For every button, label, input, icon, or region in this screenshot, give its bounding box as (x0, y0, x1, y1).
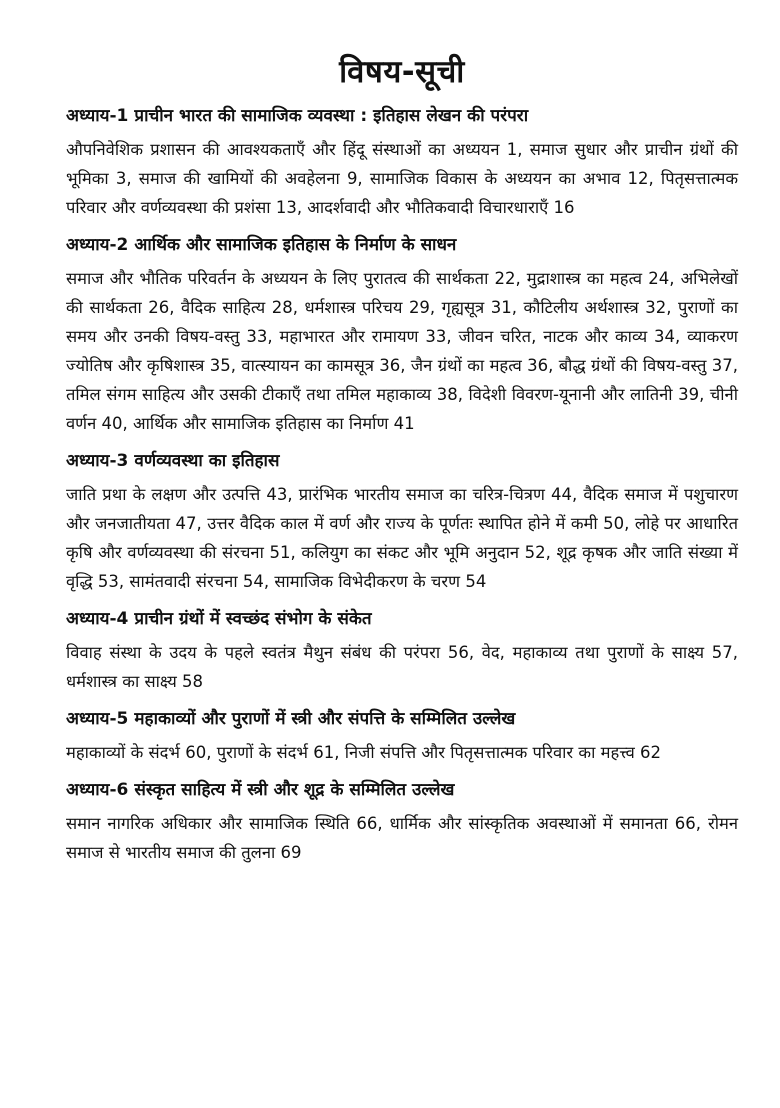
chapter-contents: महाकाव्यों के संदर्भ 60, पुराणों के संदर्भ 61, निजी संपत्ति और पितृसत्तात्मक परिवार का महत्त्व 62 (66, 743, 661, 762)
chapter-1 (66, 102, 738, 222)
chapter-number: अध्याय-3 (66, 451, 129, 471)
table-of-contents-page (66, 50, 738, 876)
chapter-contents: विवाह संस्था के उदय के पहले स्वतंत्र मैथुन संबंध की परंपरा 56, वेद, महाकाव्य तथा पुराणों के साक्ष्य 57, धर्मशास्त्र का साक्ष्य 58 (66, 643, 738, 691)
chapter-2 (66, 231, 738, 438)
chapter-title: महाकाव्यों और पुराणों में स्त्री और संपत्ति के सम्मिलित उल्लेख (134, 709, 516, 729)
chapter-heading (66, 447, 738, 475)
chapter-title: प्राचीन भारत की सामाजिक व्यवस्था : इतिहास लेखन की परंपरा (134, 106, 529, 126)
chapter-number: अध्याय-6 (66, 780, 129, 800)
chapter-heading (66, 705, 738, 733)
chapter-number: अध्याय-1 (66, 106, 129, 126)
chapter-5 (66, 705, 738, 767)
chapter-heading (66, 776, 738, 804)
chapter-contents: समाज और भौतिक परिवर्तन के अध्ययन के लिए पुरातत्व की सार्थकता 22, मुद्राशास्त्र का महत्व 24, अभिलेखों की सार्थकता 26, वैदिक साहित्य 28, धर्मशास्त्र परिचय 29, गृह्यसूत्र 31, कौटिलीय अर्थशास्त्र 32, पुराणों का समय और उनकी विषय-वस्तु 33, महाभारत और रामायण 33, जीवन चरित, नाटक और काव्य 34, व्याकरण ज्योतिष और कृषिशास्त्र 35, वात्स्यायन का कामसूत्र 36, जैन ग्रंथों का महत्व 36, बौद्ध ग्रंथों की विषय-वस्तु 37, तमिल संगम साहित्य और उसकी टीकाएँ तथा तमिल महाकाव्य 38, विदेशी विवरण-यूनानी और लातिनी 39, चीनी वर्णन 40, आर्थिक और सामाजिक इतिहास का निर्माण 41 (66, 269, 738, 433)
chapter-contents: जाति प्रथा के लक्षण और उत्पत्ति 43, प्रारंभिक भारतीय समाज का चरित्र-चित्रण 44, वैदिक समाज में पशुचारण और जनजातीयता 47, उत्तर वैदिक काल में वर्ण और राज्य के पूर्णतः स्थापित होने में कमी 50, लोहे पर आधारित कृषि और वर्णव्यवस्था की संरचना 51, कलियुग का संकट और भूमि अनुदान 52, शूद्र कृषक और जाति संख्या में वृद्धि 53, सामंतवादी संरचना 54, सामाजिक विभेदीकरण के चरण 54 (66, 485, 738, 591)
chapter-heading (66, 605, 738, 633)
chapter-title: संस्कृत साहित्य में स्त्री और शूद्र के सम्मिलित उल्लेख (134, 780, 455, 800)
chapter-4 (66, 605, 738, 696)
chapter-heading (66, 102, 738, 130)
chapter-title: वर्णव्यवस्था का इतिहास (134, 451, 280, 471)
chapter-number: अध्याय-5 (66, 709, 129, 729)
chapter-contents: औपनिवेशिक प्रशासन की आवश्यकताएँ और हिंदू संस्थाओं का अध्ययन 1, समाज सुधार और प्राचीन ग्रंथों की भूमिका 3, समाज की खामियों की अवहेलना 9, सामाजिक विकास के अध्ययन का अभाव 12, पितृसत्तात्मक परिवार और वर्णव्यवस्था की प्रशंसा 13, आदर्शवादी और भौतिकवादी विचारधाराएँ 16 (66, 140, 738, 217)
chapter-3 (66, 447, 738, 596)
chapter-contents: समान नागरिक अधिकार और सामाजिक स्थिति 66, धार्मिक और सांस्कृतिक अवस्थाओं में समानता 66, रोमन समाज से भारतीय समाज की तुलना 69 (66, 814, 738, 862)
page-title: विषय-सूची (339, 54, 465, 90)
chapter-title: प्राचीन ग्रंथों में स्वच्छंद संभोग के संकेत (134, 609, 372, 629)
chapter-6 (66, 776, 738, 867)
chapter-heading (66, 231, 738, 259)
chapter-number: अध्याय-2 (66, 235, 129, 255)
chapter-title: आर्थिक और सामाजिक इतिहास के निर्माण के साधन (134, 235, 457, 255)
chapter-number: अध्याय-4 (66, 609, 129, 629)
